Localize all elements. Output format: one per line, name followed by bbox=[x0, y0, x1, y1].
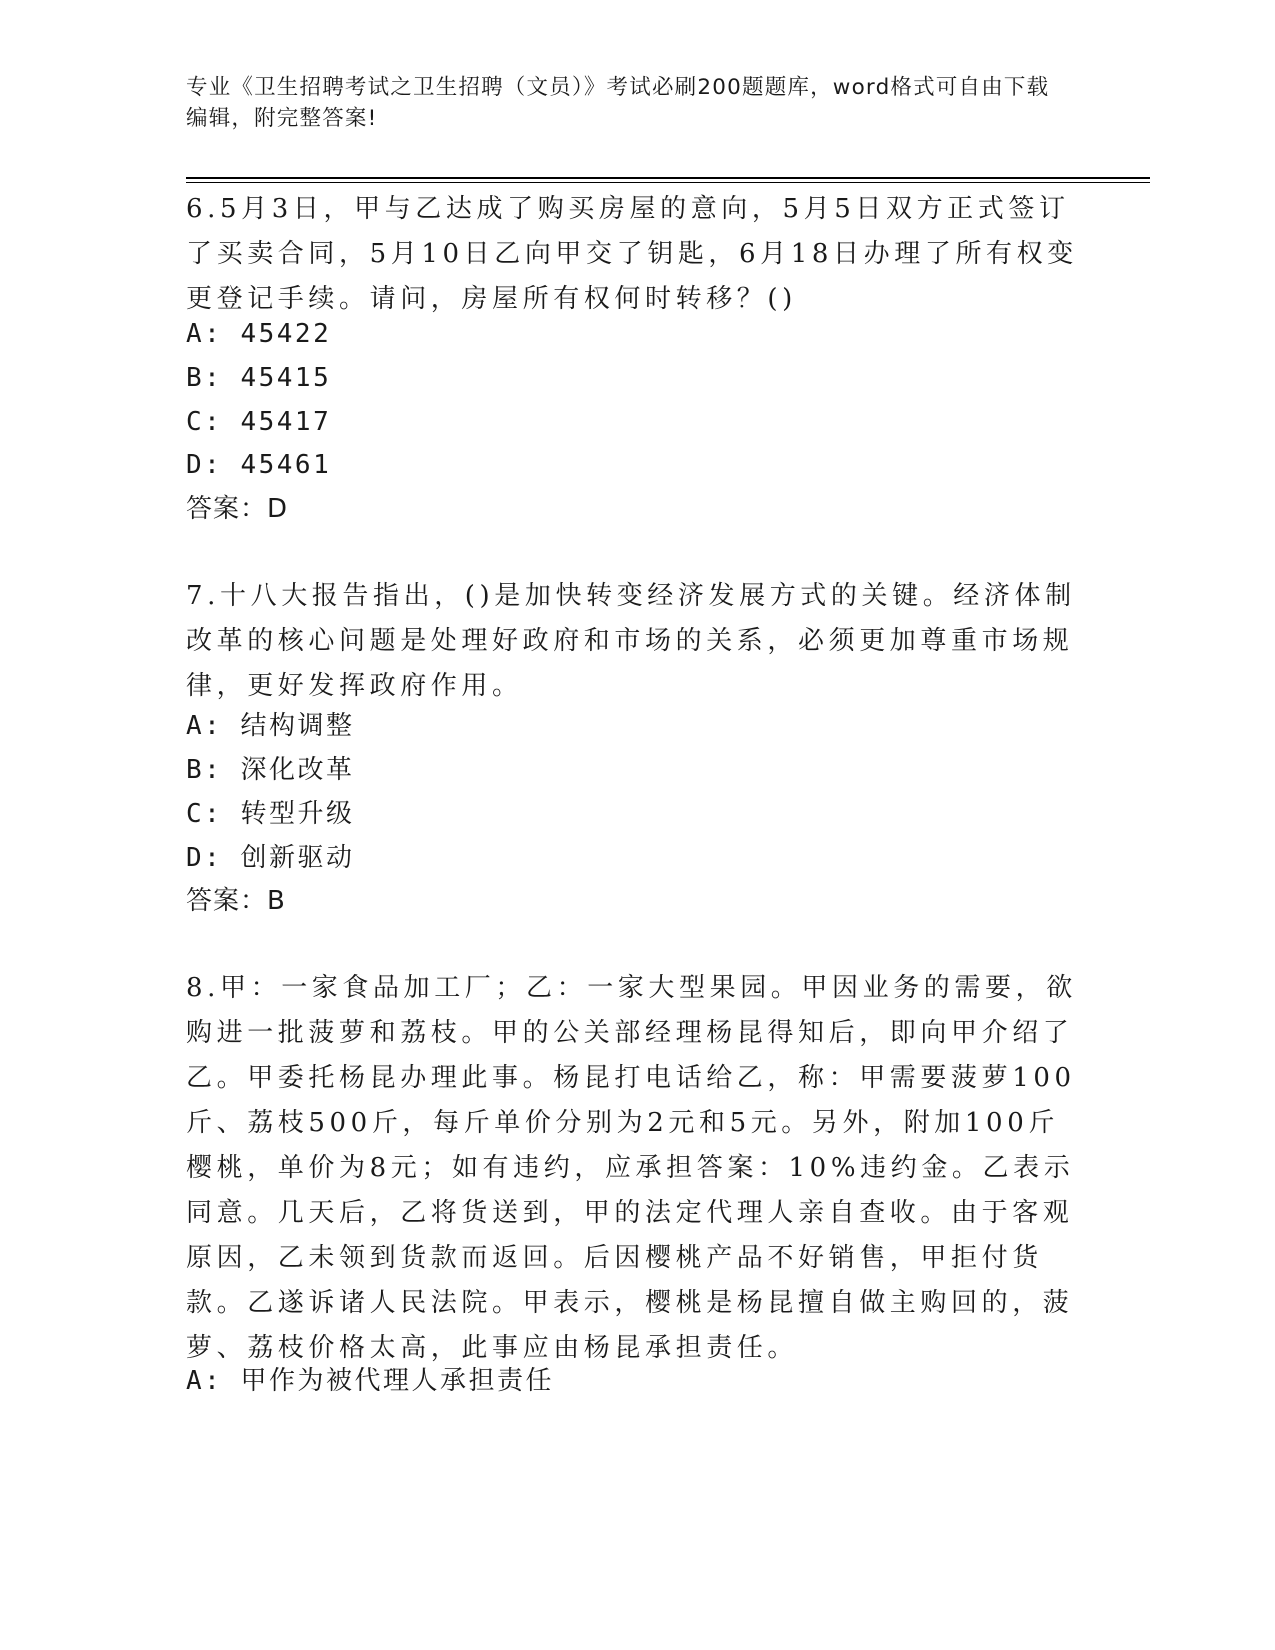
question-6-answer: 答案：D bbox=[186, 494, 289, 524]
question-6-option-d: D: 45461 bbox=[186, 450, 332, 480]
question-8-option-a: A: 甲作为被代理人承担责任 bbox=[186, 1366, 554, 1396]
question-6-option-a: A: 45422 bbox=[186, 319, 332, 349]
document-header: 专业《卫生招聘考试之卫生招聘（文员）》考试必刷200题题库，word格式可自由下载编辑，附完整答案! bbox=[186, 75, 1050, 131]
question-7-text: 7.十八大报告指出，()是加快转变经济发展方式的关键。经济体制改革的核心问题是处理好政府和市场的关系，必须更加尊重市场规律，更好发挥政府作用。 bbox=[186, 581, 1076, 701]
question-7-option-a: A: 结构调整 bbox=[186, 711, 355, 741]
question-7-answer: 答案：B bbox=[186, 886, 286, 916]
question-6-text: 6.5月3日，甲与乙达成了购买房屋的意向，5月5日双方正式签订了买卖合同，5月10日乙向甲交了钥匙，6月18日办理了所有权变更登记手续。请问，房屋所有权何时转移？() bbox=[186, 194, 1078, 314]
question-6-option-c: C: 45417 bbox=[186, 407, 332, 437]
header-rule-thin bbox=[186, 182, 1150, 183]
header-rule-thick bbox=[186, 177, 1150, 179]
question-7-option-b: B: 深化改革 bbox=[186, 755, 355, 785]
question-7-option-d: D: 创新驱动 bbox=[186, 843, 355, 873]
question-8-text: 8.甲：一家食品加工厂；乙：一家大型果园。甲因业务的需要，欲购进一批菠萝和荔枝。甲的公关部经理杨昆得知后，即向甲介绍了乙。甲委托杨昆办理此事。杨昆打电话给乙，称：甲需要菠萝100斤、荔枝500斤，每斤单价分别为2元和5元。另外，附加100斤樱桃，单价为8元；如有违约，应承担答案：10%违约金。乙表示同意。几天后，乙将货送到，甲的法定代理人亲自查收。由于客观原因，乙未领到货款而返回。后因樱桃产品不好销售，甲拒付货款。乙遂诉诸人民法院。甲表示，樱桃是杨昆擅自做主购回的，菠萝、荔枝价格太高，此事应由杨昆承担责任。 bbox=[186, 973, 1077, 1363]
question-6-option-b: B: 45415 bbox=[186, 363, 332, 393]
question-7-option-c: C: 转型升级 bbox=[186, 799, 355, 829]
